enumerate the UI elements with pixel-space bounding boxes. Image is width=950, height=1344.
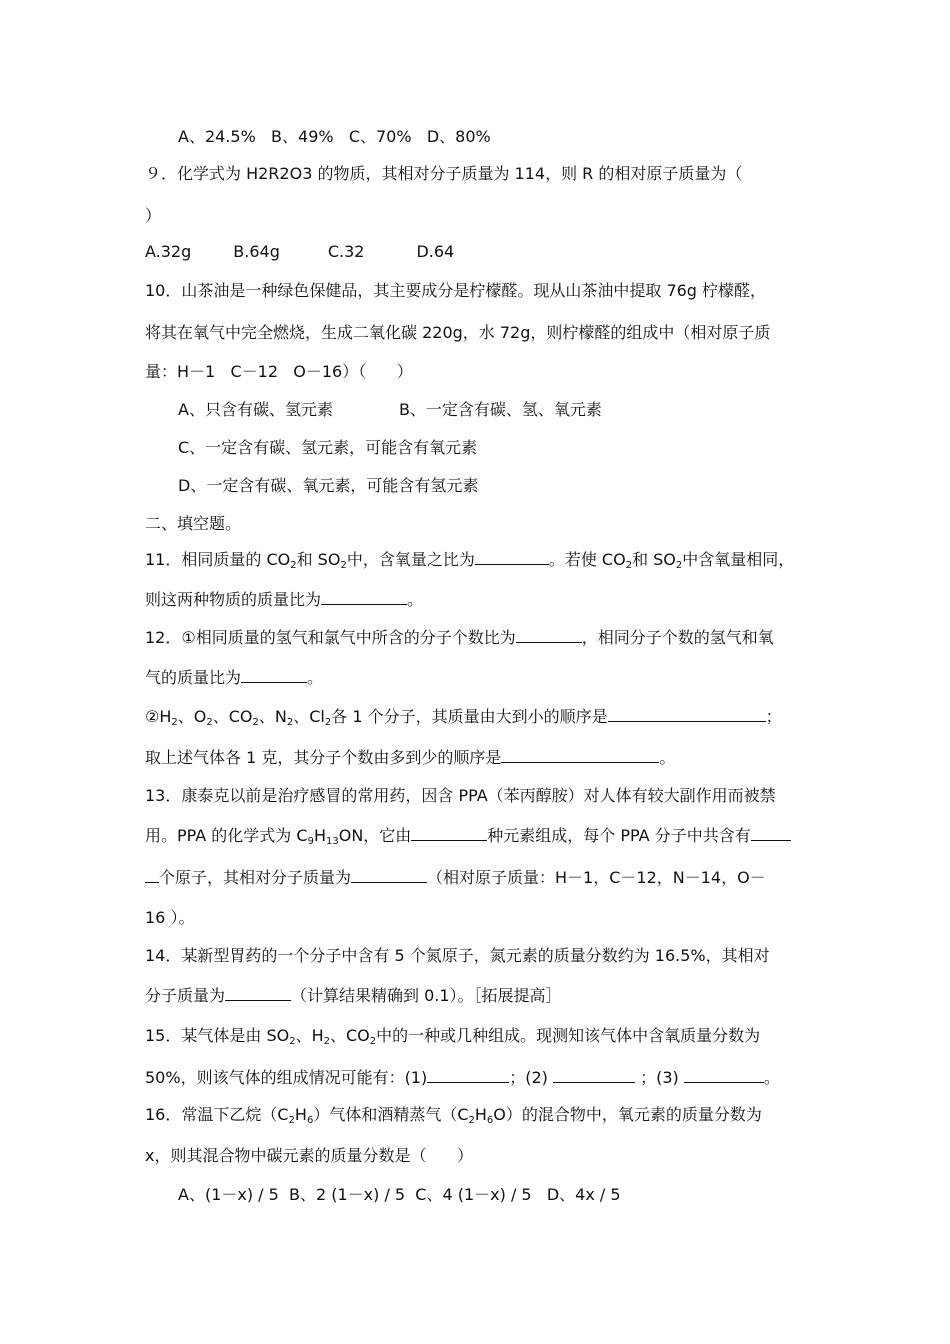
q9-option-a: A.32g bbox=[145, 242, 192, 261]
q12-text: 、O bbox=[177, 707, 207, 726]
q11-text: 。 bbox=[407, 590, 424, 609]
q15-text: 50%，则该气体的组成情况可能有：(1) bbox=[145, 1068, 428, 1087]
q12-text: ； bbox=[765, 707, 782, 726]
q11-text: 11．相同质量的 CO bbox=[145, 550, 291, 569]
q13-line4: 16 ）。 bbox=[145, 908, 195, 927]
q9-option-c: C.32 bbox=[327, 242, 365, 261]
q8-options: A、24.5% B、49% C、70% D、80% bbox=[178, 127, 491, 146]
subscript: 2 bbox=[290, 560, 297, 571]
q13-line2 bbox=[145, 826, 791, 846]
q12-text: 、CO bbox=[212, 707, 253, 726]
answer-blank[interactable] bbox=[684, 1068, 764, 1083]
q10-stem-line3: 量：H－1 C－12 O－16）（ ） bbox=[145, 362, 413, 381]
subscript: 2 bbox=[340, 560, 347, 571]
subscript: 13 bbox=[325, 836, 339, 847]
q12-text: 、N bbox=[258, 707, 287, 726]
q9-option-d: D.64 bbox=[416, 242, 455, 261]
q11-text: 则这两种物质的质量比为 bbox=[145, 590, 322, 609]
q12-text: ②H bbox=[145, 707, 172, 726]
q13-line3 bbox=[145, 868, 766, 888]
q16-text: 16．常温下乙烷（C bbox=[145, 1105, 289, 1124]
q9-options bbox=[145, 242, 454, 262]
q12-line1 bbox=[145, 628, 774, 648]
q10-option-d: D、一定含有碳、氧元素，可能含有氢元素 bbox=[178, 476, 479, 495]
q10-stem-line1: 10．山茶油是一种绿色保健品，其主要成分是柠檬醛。现从山茶油中提取 76g 柠檬醛， bbox=[145, 281, 767, 300]
q14-text: （计算结果精确到 0.1）。［拓展提高］ bbox=[291, 986, 562, 1005]
subscript: 2 bbox=[369, 1036, 377, 1047]
subscript: 2 bbox=[171, 717, 178, 728]
subscript: 2 bbox=[625, 560, 633, 571]
q15-text: 15．某气体是由 SO bbox=[145, 1026, 290, 1045]
answer-blank[interactable] bbox=[501, 748, 659, 763]
q12-line4 bbox=[145, 748, 675, 768]
q15-text: 、CO bbox=[330, 1026, 370, 1045]
q15-text: 中的一种或几种组成。现测知该气体中含氧质量分数为 bbox=[376, 1026, 761, 1045]
q16-text: H bbox=[294, 1105, 307, 1124]
q10-stem-line2: 将其在氧气中完全燃烧，生成二氧化碳 220g，水 72g，则柠檬醛的组成中（相对原子质 bbox=[145, 323, 771, 342]
subscript: 9 bbox=[307, 836, 314, 847]
q15-line1 bbox=[145, 1026, 760, 1046]
answer-blank[interactable] bbox=[475, 550, 549, 565]
q15-line2 bbox=[145, 1068, 780, 1088]
q13-line1: 13．康泰克以前是治疗感冒的常用药，因含 PPA（苯丙醇胺）对人体有较大副作用而被禁 bbox=[145, 786, 776, 805]
q16-text: H bbox=[474, 1105, 487, 1124]
q11-line2 bbox=[145, 590, 423, 610]
q9-stem-line2: ） bbox=[145, 206, 162, 225]
subscript: 2 bbox=[675, 560, 683, 571]
q14-line1: 14．某新型胃药的一个分子中含有 5 个氮原子，氮元素的质量分数约为 16.5%，其相对 bbox=[145, 946, 770, 965]
q12-text: 各 1 个分子，其质量由大到小的顺序是 bbox=[331, 707, 608, 726]
subscript: 2 bbox=[468, 1115, 475, 1126]
q13-text: H bbox=[313, 826, 326, 845]
q11-text: 中含氧量相同， bbox=[682, 550, 795, 569]
answer-blank[interactable] bbox=[225, 986, 291, 1001]
q10-option-c: C、一定含有碳、氢元素，可能含有氧元素 bbox=[178, 438, 478, 457]
q13-text: 个原子，其相对分子质量为 bbox=[159, 868, 352, 887]
subscript: 6 bbox=[486, 1115, 494, 1126]
answer-blank[interactable] bbox=[427, 1068, 509, 1083]
answer-blank[interactable] bbox=[321, 590, 407, 605]
q13-text: （相对原子质量：H－1，C－12，N－14，O－ bbox=[427, 868, 766, 887]
subscript: 2 bbox=[323, 1036, 330, 1047]
answer-blank[interactable] bbox=[553, 1068, 635, 1083]
q9-stem-line1: ９．化学式为 H2R2O3 的物质，其相对分子质量为 114，则 R 的相对原子质量为（ bbox=[145, 164, 743, 183]
q12-line2 bbox=[145, 668, 323, 688]
section-heading: 二、填空题。 bbox=[145, 514, 242, 533]
q16-options: A、(1－x) / 5 B、2 (1－x) / 5 C、4 (1－x) / 5 D、4x / 5 bbox=[178, 1185, 621, 1204]
answer-blank[interactable] bbox=[145, 868, 159, 883]
subscript: 2 bbox=[289, 1036, 296, 1047]
q11-line1 bbox=[145, 550, 794, 570]
q11-text: 和 SO bbox=[632, 550, 676, 569]
answer-blank[interactable] bbox=[351, 868, 427, 883]
q12-text: ，相同分子个数的氢气和氧 bbox=[581, 628, 774, 647]
q12-text: 12．①相同质量的氢气和氯气中所含的分子个数比为 bbox=[145, 628, 516, 647]
q13-text: 用。PPA 的化学式为 C bbox=[145, 826, 308, 845]
q12-text: 取上述气体各 1 克，其分子个数由多到少的顺序是 bbox=[145, 748, 502, 767]
answer-blank[interactable] bbox=[516, 628, 582, 643]
subscript: 2 bbox=[324, 717, 332, 728]
answer-blank[interactable] bbox=[241, 668, 307, 683]
q9-option-b: B.64g bbox=[233, 242, 280, 261]
q15-text: 、H bbox=[295, 1026, 324, 1045]
q11-text: 。若使 CO bbox=[548, 550, 626, 569]
q16-line1 bbox=[145, 1105, 762, 1125]
q11-text: 和 SO bbox=[296, 550, 341, 569]
q16-text: O）的混合物中，氧元素的质量分数为 bbox=[493, 1105, 762, 1124]
q12-text: 。 bbox=[659, 748, 676, 767]
q16-text: ）气体和酒精蒸气（C bbox=[313, 1105, 469, 1124]
subscript: 2 bbox=[252, 717, 259, 728]
q14-line2 bbox=[145, 986, 562, 1006]
q14-text: 分子质量为 bbox=[145, 986, 226, 1005]
q12-text: 气的质量比为 bbox=[145, 668, 242, 687]
q15-text: ；(2) bbox=[509, 1068, 553, 1087]
subscript: 2 bbox=[286, 717, 294, 728]
answer-blank[interactable] bbox=[751, 826, 791, 841]
q12-text: 。 bbox=[307, 668, 324, 687]
q16-line2: x，则其混合物中碳元素的质量分数是（ ） bbox=[145, 1146, 473, 1165]
q15-text: ；(3) bbox=[635, 1068, 684, 1087]
q13-text: ON，它由 bbox=[338, 826, 412, 845]
q10-option-b: B、一定含有碳、氢、氧元素 bbox=[398, 400, 602, 419]
q10-options-ab bbox=[178, 400, 602, 420]
subscript: 2 bbox=[288, 1115, 295, 1126]
q15-text: 。 bbox=[763, 1068, 780, 1087]
answer-blank[interactable] bbox=[608, 707, 766, 722]
q12-line3 bbox=[145, 707, 782, 727]
answer-blank[interactable] bbox=[411, 826, 487, 841]
q10-option-a: A、只含有碳、氢元素 bbox=[178, 400, 333, 419]
q12-text: 、Cl bbox=[293, 707, 325, 726]
q11-text: 中，含氧量之比为 bbox=[346, 550, 475, 569]
subscript: 2 bbox=[206, 717, 213, 728]
subscript: 6 bbox=[306, 1115, 314, 1126]
q13-text: 种元素组成，每个 PPA 分子中共含有 bbox=[487, 826, 751, 845]
